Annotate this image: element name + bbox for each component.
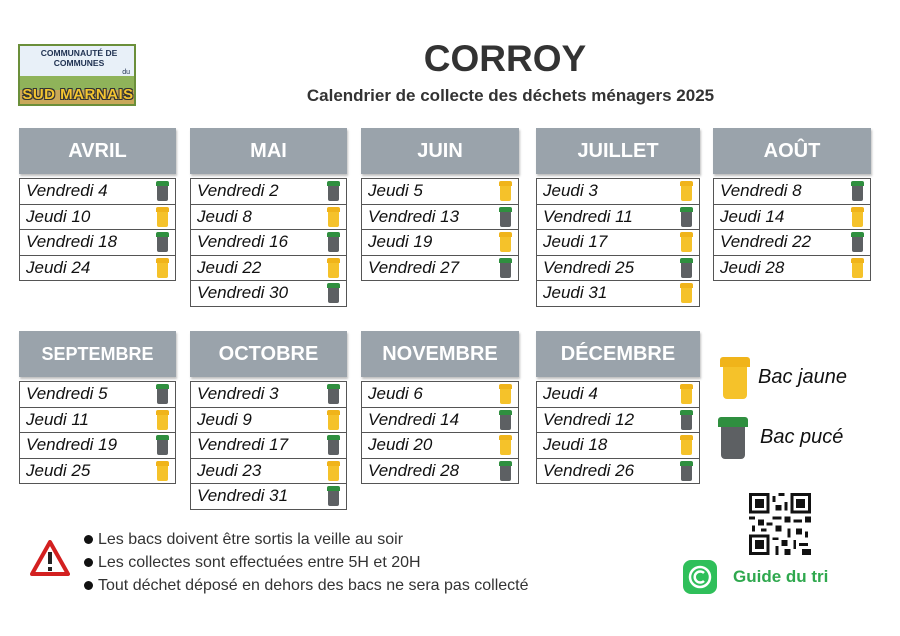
green-lid-bin-icon	[851, 232, 864, 252]
page-subtitle: Calendrier de collecte des déchets ménagers 2025	[306, 86, 715, 105]
collection-row	[20, 432, 175, 458]
collection-row	[537, 280, 699, 306]
month-header: AOÛT	[713, 128, 871, 174]
green-lid-bin-icon	[499, 461, 512, 481]
collection-date: Jeudi 5	[368, 181, 423, 201]
collection-row	[362, 407, 518, 433]
warning-icon	[30, 540, 70, 576]
collection-row	[191, 229, 346, 255]
collection-row	[191, 381, 346, 407]
month-dates	[536, 178, 700, 307]
green-lid-bin-icon	[327, 486, 340, 506]
green-lid-bin-icon	[327, 384, 340, 404]
collection-date: Vendredi 14	[368, 409, 460, 429]
collection-row	[714, 255, 870, 281]
yellow-bin-icon	[499, 384, 512, 404]
collection-date: Vendredi 2	[197, 181, 279, 201]
collection-date: Jeudi 3	[543, 181, 598, 201]
collection-row	[191, 407, 346, 433]
collection-row	[20, 204, 175, 230]
collection-row	[362, 178, 518, 204]
collection-date: Jeudi 14	[720, 206, 785, 226]
month-header: JUIN	[361, 128, 519, 174]
yellow-bin-icon	[680, 232, 693, 252]
green-lid-bin-icon	[156, 232, 169, 252]
collection-row	[537, 229, 699, 255]
collection-date: Vendredi 3	[197, 384, 279, 404]
green-lid-bin-icon	[327, 232, 340, 252]
collection-row	[537, 407, 699, 433]
collection-date: Jeudi 28	[720, 257, 785, 277]
collection-date: Jeudi 8	[197, 206, 252, 226]
month-block	[19, 128, 176, 281]
collection-row	[537, 178, 699, 204]
yellow-bin-icon	[327, 410, 340, 430]
collection-row	[20, 255, 175, 281]
note-item	[84, 574, 529, 597]
month-block	[536, 331, 700, 484]
month-dates	[713, 178, 871, 281]
collection-date: Vendredi 19	[26, 435, 118, 455]
month-block	[361, 331, 519, 484]
green-lid-bin-icon	[499, 410, 512, 430]
month-header: JUILLET	[536, 128, 700, 174]
yellow-bin-icon	[327, 207, 340, 227]
collection-date: Vendredi 4	[26, 181, 108, 201]
collection-date: Vendredi 22	[720, 232, 812, 252]
collection-date: Vendredi 18	[26, 232, 118, 252]
note-text: Les bacs doivent être sortis la veille au soir	[98, 531, 404, 548]
collection-row	[191, 483, 346, 509]
green-lid-bin-icon	[680, 207, 693, 227]
yellow-bin-icon	[499, 435, 512, 455]
collection-row	[362, 432, 518, 458]
green-lid-bin-icon	[327, 181, 340, 201]
collection-date: Jeudi 10	[26, 206, 91, 226]
collection-date: Jeudi 23	[197, 460, 262, 480]
month-block	[361, 128, 519, 281]
collection-row	[191, 255, 346, 281]
legend-yellow-label: Bac jaune	[758, 366, 847, 388]
collection-row	[362, 381, 518, 407]
collection-date: Vendredi 28	[368, 460, 460, 480]
month-block	[190, 331, 347, 510]
collection-date: Vendredi 13	[368, 206, 460, 226]
collection-date: Vendredi 17	[197, 435, 289, 455]
yellow-bin-icon	[720, 357, 750, 399]
collection-date: Jeudi 4	[543, 384, 598, 404]
collection-row	[191, 178, 346, 204]
collection-date: Vendredi 5	[26, 384, 108, 404]
collection-date: Jeudi 20	[368, 435, 433, 455]
month-dates	[190, 381, 347, 510]
collection-date: Vendredi 26	[543, 460, 635, 480]
collection-row	[537, 432, 699, 458]
collection-row	[191, 432, 346, 458]
collection-date: Vendredi 27	[368, 257, 460, 277]
collection-date: Vendredi 11	[543, 206, 633, 226]
yellow-bin-icon	[156, 258, 169, 278]
collection-row	[362, 458, 518, 484]
month-dates	[361, 381, 519, 484]
collection-date: Jeudi 17	[543, 232, 608, 252]
yellow-bin-icon	[680, 435, 693, 455]
yellow-bin-icon	[327, 258, 340, 278]
collection-row	[20, 458, 175, 484]
month-header: NOVEMBRE	[361, 331, 519, 377]
collection-date: Jeudi 19	[368, 232, 433, 252]
collection-row	[714, 204, 870, 230]
month-dates	[536, 381, 700, 484]
collection-row	[362, 204, 518, 230]
collection-date: Vendredi 16	[197, 232, 289, 252]
note-text: Tout déchet déposé en dehors des bacs ne sera pas collecté	[98, 577, 529, 594]
yellow-bin-icon	[156, 461, 169, 481]
note-text: Les collectes sont effectuées entre 5H et 20H	[98, 554, 421, 571]
month-header: OCTOBRE	[190, 331, 347, 377]
month-dates	[190, 178, 347, 307]
collection-date: Jeudi 25	[26, 460, 91, 480]
green-lid-bin-icon	[156, 435, 169, 455]
collection-date: Vendredi 30	[197, 283, 289, 303]
collection-date: Jeudi 24	[26, 257, 91, 277]
month-dates	[361, 178, 519, 281]
logo-line-2: du	[122, 69, 130, 76]
note-item	[84, 551, 529, 574]
collection-row	[191, 458, 346, 484]
yellow-bin-icon	[851, 207, 864, 227]
collection-row	[537, 381, 699, 407]
qr-code[interactable]	[749, 493, 811, 555]
yellow-bin-icon	[680, 283, 693, 303]
collection-date: Jeudi 6	[368, 384, 423, 404]
collection-row	[714, 229, 870, 255]
note-item	[84, 528, 529, 551]
collection-date: Vendredi 8	[720, 181, 802, 201]
yellow-bin-icon	[680, 181, 693, 201]
month-header: SEPTEMBRE	[19, 331, 176, 377]
collection-row	[362, 255, 518, 281]
legend-green-label: Bac pucé	[760, 426, 844, 448]
collection-date: Vendredi 25	[543, 257, 635, 277]
month-block	[19, 331, 176, 484]
collection-row	[191, 204, 346, 230]
green-lid-bin-icon	[156, 181, 169, 201]
guide-du-tri-label: Guide du tri	[733, 567, 829, 586]
yellow-bin-icon	[156, 410, 169, 430]
notes-list	[84, 528, 529, 597]
logo-line-1: COMMUNAUTÉ DE COMMUNES	[40, 48, 118, 68]
green-lid-bin-icon	[680, 410, 693, 430]
green-lid-bin-icon	[680, 258, 693, 278]
logo	[18, 44, 136, 106]
collection-date: Vendredi 12	[543, 409, 635, 429]
yellow-bin-icon	[327, 461, 340, 481]
collection-row	[191, 280, 346, 306]
yellow-bin-icon	[499, 232, 512, 252]
month-block	[190, 128, 347, 307]
green-lid-bin-icon	[499, 207, 512, 227]
month-dates	[19, 178, 176, 281]
guide-du-tri-link[interactable]	[683, 560, 863, 596]
page-title: CORROY	[423, 38, 587, 79]
collection-row	[20, 229, 175, 255]
collection-row	[362, 229, 518, 255]
collection-date: Jeudi 11	[26, 409, 90, 429]
yellow-bin-icon	[680, 384, 693, 404]
yellow-bin-icon	[156, 207, 169, 227]
collection-date: Jeudi 31	[543, 283, 608, 303]
collection-row	[20, 407, 175, 433]
collection-row	[537, 255, 699, 281]
collection-row	[20, 178, 175, 204]
collection-row	[714, 178, 870, 204]
collection-row	[20, 381, 175, 407]
green-lid-bin-icon	[680, 461, 693, 481]
month-block	[536, 128, 700, 307]
yellow-bin-icon	[499, 181, 512, 201]
collection-date: Vendredi 31	[197, 486, 289, 506]
collection-date: Jeudi 9	[197, 409, 252, 429]
green-lid-bin-icon	[327, 435, 340, 455]
month-header: DÉCEMBRE	[536, 331, 700, 377]
month-header: MAI	[190, 128, 347, 174]
yellow-bin-icon	[851, 258, 864, 278]
month-header: AVRIL	[19, 128, 176, 174]
collection-date: Jeudi 18	[543, 435, 608, 455]
month-dates	[19, 381, 176, 484]
month-block	[713, 128, 871, 281]
collection-date: Jeudi 22	[197, 257, 262, 277]
green-lid-bin-icon	[718, 417, 748, 459]
green-lid-bin-icon	[327, 283, 340, 303]
green-lid-bin-icon	[851, 181, 864, 201]
logo-line-3: SUD MARNAIS	[22, 86, 134, 103]
green-lid-bin-icon	[499, 258, 512, 278]
guide-du-tri-icon	[683, 560, 717, 594]
collection-row	[537, 458, 699, 484]
collection-row	[537, 204, 699, 230]
green-lid-bin-icon	[156, 384, 169, 404]
